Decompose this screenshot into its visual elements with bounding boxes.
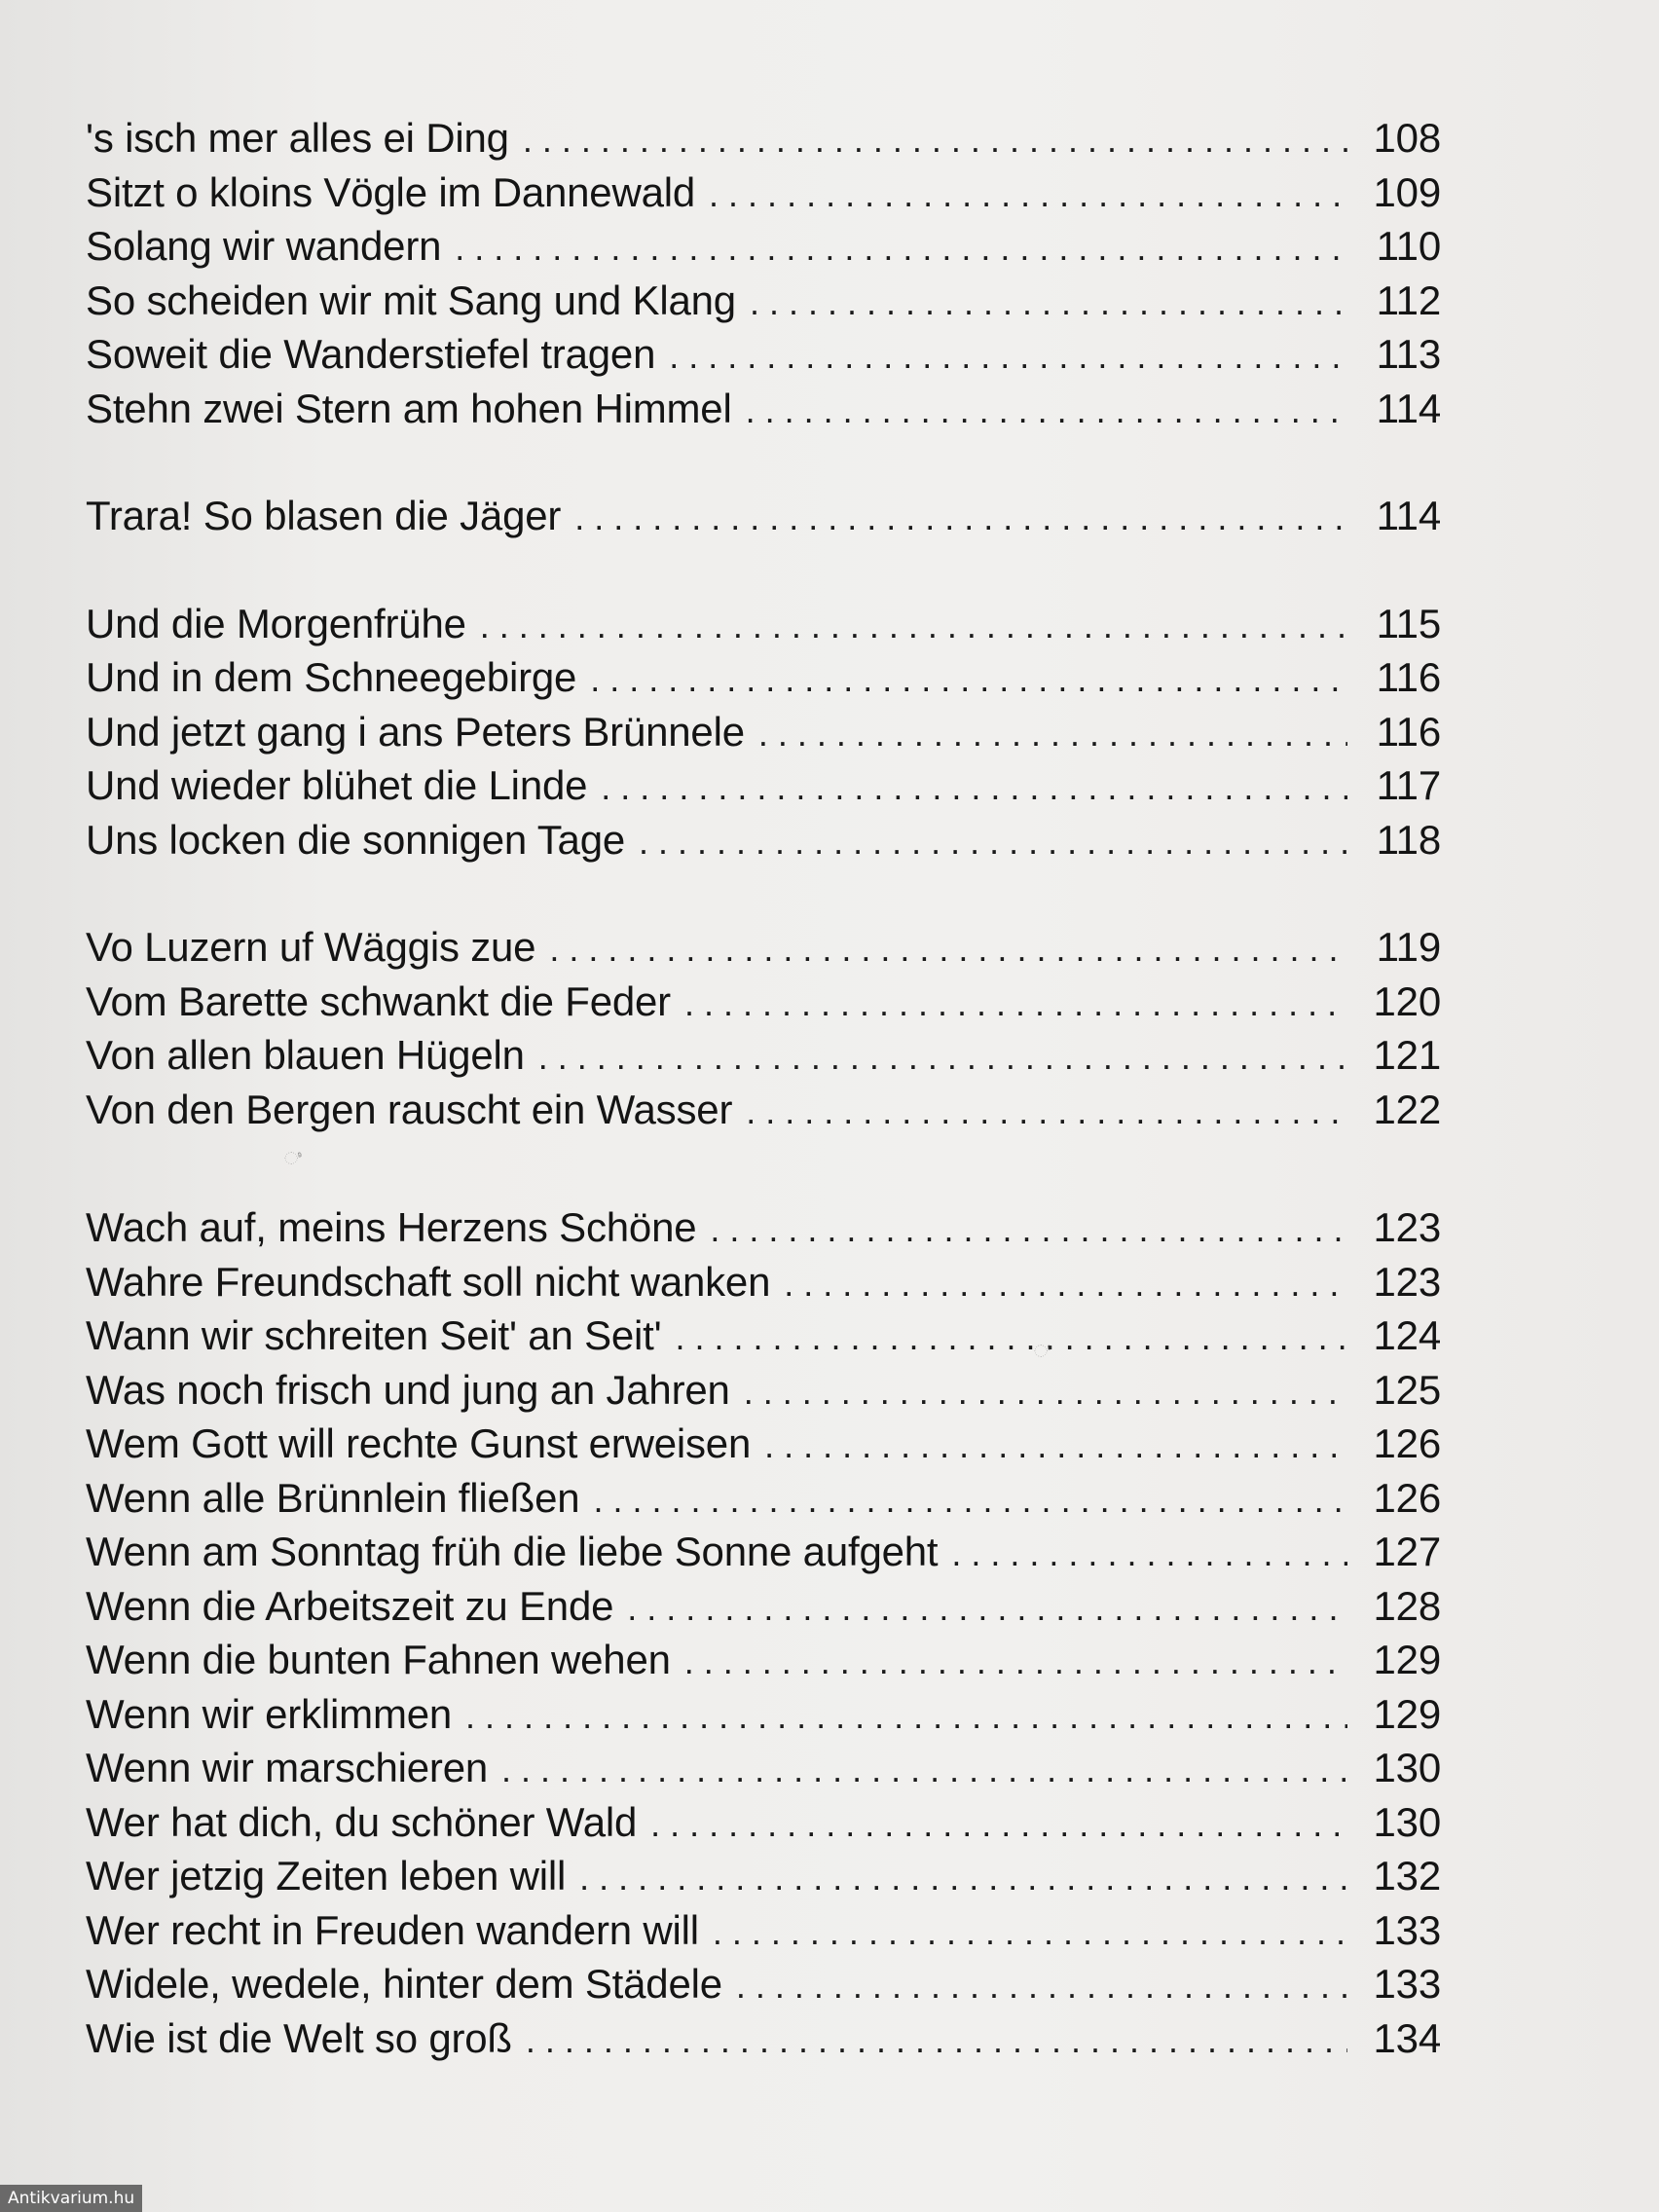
entry-title: Was noch frisch und jung an Jahren	[86, 1366, 730, 1413]
toc-group-w	[86, 1204, 1441, 2069]
entry-page-number: 129	[1373, 1637, 1441, 1682]
toc-group-u	[86, 601, 1441, 871]
entry-title: Wenn am Sonntag früh die liebe Sonne aufgeht	[86, 1529, 939, 1574]
dot-leader	[627, 1588, 1347, 1629]
entry-title: Wenn wir erklimmen	[86, 1690, 453, 1737]
entry-page-number: 133	[1373, 1961, 1441, 2007]
toc-entry	[86, 1907, 1441, 1962]
entry-title: Widele, wedele, hinter dem Städele	[86, 1961, 722, 2007]
print-speck: ಿ	[284, 1149, 302, 1168]
dot-leader	[650, 1804, 1347, 1845]
dot-leader	[639, 822, 1347, 863]
dot-leader	[523, 120, 1347, 161]
toc-entry	[86, 223, 1441, 277]
entry-page-number: 117	[1376, 762, 1441, 808]
dot-leader	[574, 498, 1347, 538]
toc-entry	[86, 762, 1441, 817]
entry-page-number: 130	[1373, 1798, 1441, 1845]
entry-title: Wenn alle Brünnlein fließen	[86, 1474, 580, 1521]
entry-page-number: 133	[1373, 1906, 1441, 1953]
toc-group-t	[86, 493, 1441, 547]
toc-entry	[86, 1259, 1441, 1313]
dot-leader	[593, 1480, 1347, 1521]
entry-title: So scheiden wir mit Sang und Klang	[86, 276, 736, 323]
entry-page-number: 125	[1373, 1366, 1441, 1413]
entry-page-number: 134	[1373, 2014, 1441, 2061]
toc-entry	[86, 1961, 1441, 2015]
dot-leader	[744, 1372, 1347, 1413]
entry-page-number: 113	[1376, 331, 1441, 377]
dot-leader	[590, 659, 1347, 700]
table-of-contents	[86, 115, 1441, 2069]
entry-page-number: 128	[1373, 1582, 1441, 1629]
dot-leader	[684, 1641, 1347, 1682]
entry-title: Wie ist die Welt so groß	[86, 2014, 512, 2061]
toc-entry	[86, 817, 1441, 871]
toc-entry	[86, 169, 1441, 224]
entry-title: Von allen blauen Hügeln	[86, 1032, 525, 1078]
dot-leader	[669, 336, 1347, 377]
dot-leader	[736, 1966, 1347, 2007]
dot-leader	[501, 1750, 1347, 1790]
entry-page-number: 118	[1376, 816, 1441, 863]
entry-title: Und wieder blühet die Linde	[86, 762, 588, 808]
dot-leader	[746, 1091, 1347, 1132]
dot-leader	[455, 228, 1347, 269]
entry-title: Vom Barette schwankt die Feder	[86, 977, 671, 1024]
entry-page-number: 120	[1373, 977, 1441, 1024]
entry-page-number: 119	[1376, 924, 1441, 970]
toc-entry	[86, 1420, 1441, 1475]
entry-title: Solang wir wandern	[86, 223, 442, 269]
toc-entry	[86, 1475, 1441, 1530]
toc-entry	[86, 978, 1441, 1033]
entry-page-number: 124	[1373, 1312, 1441, 1358]
entry-title: Und in dem Schneegebirge	[86, 654, 577, 700]
entry-page-number: 126	[1373, 1420, 1441, 1466]
dot-leader	[750, 282, 1347, 323]
toc-entry	[86, 924, 1441, 978]
toc-entry	[86, 1529, 1441, 1583]
dot-leader	[526, 2020, 1347, 2061]
entry-title: Wer jetzig Zeiten leben will	[86, 1853, 567, 1899]
dot-leader	[709, 174, 1347, 215]
dot-leader	[951, 1533, 1347, 1574]
entry-page-number: 115	[1376, 600, 1441, 646]
toc-entry	[86, 1204, 1441, 1259]
entry-title: Wann wir schreiten Seit' an Seit'	[86, 1312, 662, 1358]
entry-title: Stehn zwei Stern am hohen Himmel	[86, 385, 732, 431]
entry-title: Wenn die bunten Fahnen wehen	[86, 1637, 671, 1682]
entry-title: Trara! So blasen die Jäger	[86, 493, 562, 538]
entry-title: Vo Luzern uf Wäggis zue	[86, 924, 536, 970]
toc-entry	[86, 1367, 1441, 1421]
toc-entry	[86, 601, 1441, 655]
toc-entry	[86, 1745, 1441, 1799]
toc-entry	[86, 709, 1441, 763]
entry-page-number: 121	[1373, 1032, 1441, 1078]
entry-page-number: 112	[1376, 276, 1441, 323]
toc-entry	[86, 1312, 1441, 1367]
toc-entry	[86, 1583, 1441, 1638]
dot-leader	[784, 1264, 1347, 1305]
toc-entry	[86, 1799, 1441, 1854]
dot-leader	[746, 390, 1347, 431]
entry-title: Und die Morgenfrühe	[86, 600, 466, 646]
entry-title: Wer hat dich, du schöner Wald	[86, 1798, 638, 1845]
entry-page-number: 109	[1373, 168, 1441, 215]
toc-entry	[86, 277, 1441, 332]
entry-title: Von den Bergen rauscht ein Wasser	[86, 1086, 733, 1132]
entry-page-number: 116	[1376, 708, 1441, 755]
toc-group-v	[86, 924, 1441, 1140]
dot-leader	[549, 929, 1347, 970]
toc-entry	[86, 1032, 1441, 1087]
entry-title: Wer recht in Freuden wandern will	[86, 1906, 699, 1953]
toc-entry	[86, 2015, 1441, 2070]
toc-entry	[86, 1637, 1441, 1691]
dot-leader	[480, 606, 1347, 646]
entry-page-number: 110	[1376, 223, 1441, 269]
entry-page-number: 114	[1376, 493, 1441, 538]
entry-page-number: 126	[1373, 1474, 1441, 1521]
entry-page-number: 123	[1373, 1204, 1441, 1250]
entry-title: Wahre Freundschaft soll nicht wanken	[86, 1258, 771, 1305]
entry-page-number: 129	[1373, 1690, 1441, 1737]
entry-title: Und jetzt gang i ans Peters Brünnele	[86, 708, 745, 755]
entry-title: Wenn die Arbeitszeit zu Ende	[86, 1582, 614, 1629]
toc-entry	[86, 1691, 1441, 1746]
entry-title: Uns locken die sonnigen Tage	[86, 816, 626, 863]
entry-page-number: 130	[1373, 1745, 1441, 1790]
dot-leader	[538, 1037, 1347, 1078]
entry-page-number: 127	[1373, 1529, 1441, 1574]
watermark: Antikvarium.hu	[0, 2185, 142, 2212]
toc-entry	[86, 1087, 1441, 1141]
entry-title: Soweit die Wanderstiefel tragen	[86, 331, 656, 377]
dot-leader	[684, 983, 1347, 1024]
dot-leader	[758, 714, 1347, 755]
dot-leader	[465, 1696, 1347, 1737]
print-speck: ಿ	[1034, 1342, 1051, 1361]
dot-leader	[764, 1425, 1347, 1466]
toc-entry	[86, 331, 1441, 386]
dot-leader	[601, 767, 1347, 808]
dot-leader	[710, 1209, 1347, 1250]
dot-leader	[713, 1912, 1347, 1953]
entry-title: 's isch mer alles ei Ding	[86, 115, 509, 161]
entry-page-number: 116	[1376, 654, 1441, 700]
entry-title: Wem Gott will rechte Gunst erweisen	[86, 1420, 752, 1466]
entry-page-number: 108	[1373, 115, 1441, 161]
dot-leader	[675, 1317, 1347, 1358]
entry-title: Wenn wir marschieren	[86, 1745, 489, 1790]
toc-group-s	[86, 115, 1441, 439]
entry-page-number: 114	[1376, 385, 1441, 431]
entry-page-number: 122	[1373, 1086, 1441, 1132]
toc-entry	[86, 1853, 1441, 1907]
toc-entry	[86, 386, 1441, 440]
dot-leader	[579, 1858, 1347, 1899]
entry-title: Sitzt o kloins Vögle im Dannewald	[86, 168, 696, 215]
toc-entry	[86, 493, 1441, 547]
entry-page-number: 132	[1373, 1853, 1441, 1899]
entry-page-number: 123	[1373, 1258, 1441, 1305]
toc-entry	[86, 654, 1441, 709]
entry-title: Wach auf, meins Herzens Schöne	[86, 1204, 697, 1250]
toc-entry	[86, 115, 1441, 169]
